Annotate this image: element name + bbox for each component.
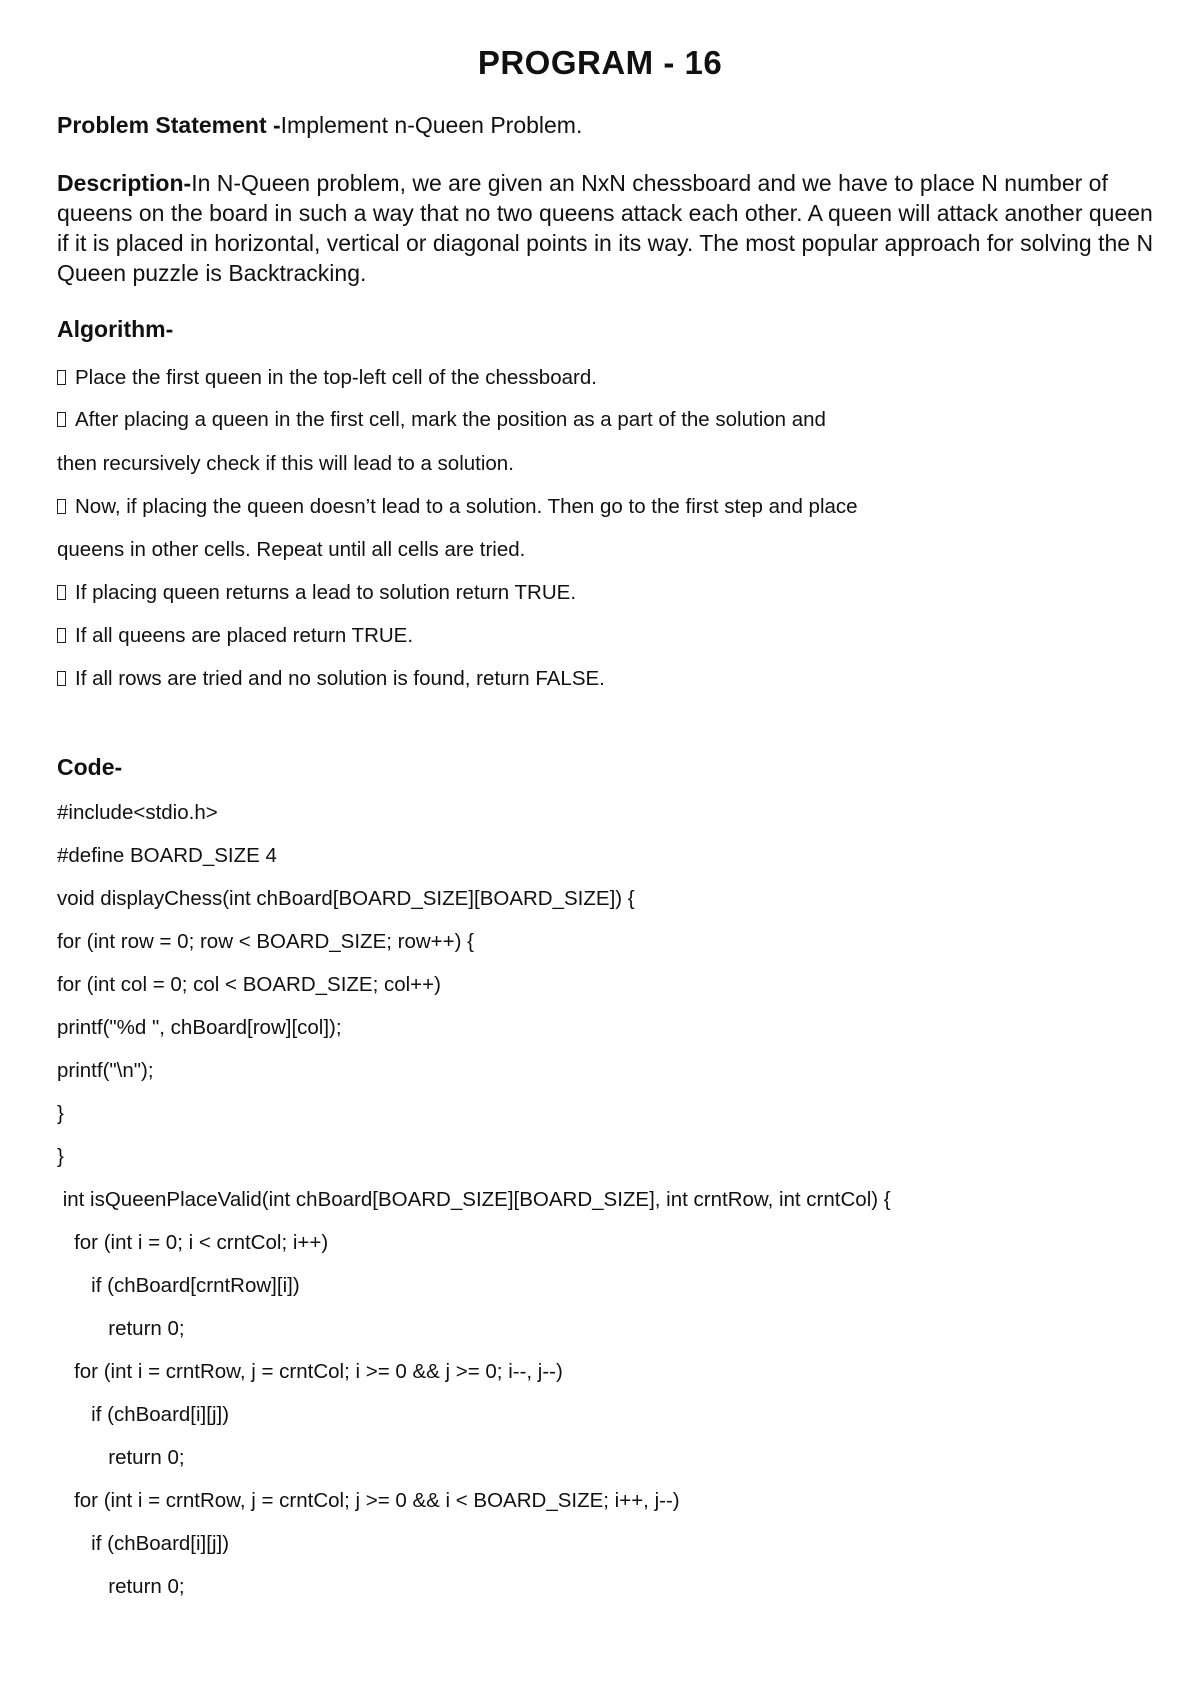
code-line: void displayChess(int chBoard[BOARD_SIZE][BOARD_SIZE]) {: [57, 887, 635, 910]
algorithm-line: Now, if placing the queen doesn’t lead to a solution. Then go to the first step and place: [57, 495, 858, 519]
code-line: for (int i = 0; i < crntCol; i++): [57, 1231, 329, 1254]
algorithm-line: queens in other cells. Repeat until all cells are tried.: [57, 538, 526, 561]
code-line: printf("%d ", chBoard[row][col]);: [57, 1016, 342, 1039]
description-text: In N-Queen problem, we are given an NxN chessboard and we have to place N number of queens on the board in such a way that no two queens attack each other. A queen will attack another queen if it is placed in horizontal, vertical or diagonal points in its way. The most popular approach for solving the N Queen puzzle is Backtracking.: [57, 170, 1154, 286]
code-line: return 0;: [57, 1575, 185, 1598]
code-line: #include<stdio.h>: [57, 801, 218, 824]
problem-statement-label: Problem Statement -: [57, 112, 281, 138]
algorithm-line: If placing queen returns a lead to solution return TRUE.: [57, 581, 576, 605]
code-line: printf("\n");: [57, 1059, 154, 1082]
code-line: for (int i = crntRow, j = crntCol; j >= 0 && i < BOARD_SIZE; i++, j--): [57, 1489, 680, 1512]
algorithm-line: Place the first queen in the top-left cell of the chessboard.: [57, 366, 597, 390]
algorithm-line: If all rows are tried and no solution is found, return FALSE.: [57, 667, 605, 691]
code-line: }: [57, 1145, 64, 1168]
code-line: return 0;: [57, 1446, 185, 1469]
code-line: for (int col = 0; col < BOARD_SIZE; col++): [57, 973, 441, 996]
code-line: #define BOARD_SIZE 4: [57, 844, 277, 867]
code-heading: Code-: [57, 754, 123, 780]
bullet-box-icon: [57, 412, 66, 427]
algorithm-heading: Algorithm-: [57, 316, 174, 342]
code-line: for (int row = 0; row < BOARD_SIZE; row++) {: [57, 930, 474, 953]
algorithm-line: After placing a queen in the first cell, mark the position as a part of the solution and: [57, 408, 826, 432]
description: [57, 168, 1157, 288]
code-line: if (chBoard[i][j]): [57, 1532, 230, 1555]
code-line: if (chBoard[i][j]): [57, 1403, 230, 1426]
bullet-box-icon: [57, 499, 66, 514]
code-line: return 0;: [57, 1317, 185, 1340]
bullet-box-icon: [57, 628, 66, 643]
code-line: for (int i = crntRow, j = crntCol; i >= 0 && j >= 0; i--, j--): [57, 1360, 563, 1383]
code-line: int isQueenPlaceValid(int chBoard[BOARD_SIZE][BOARD_SIZE], int crntRow, int crntCol) {: [57, 1188, 891, 1211]
page-title: PROGRAM - 16: [477, 44, 723, 81]
problem-statement-text: Implement n-Queen Problem.: [280, 112, 583, 138]
description-label: Description-: [57, 170, 192, 196]
bullet-box-icon: [57, 585, 66, 600]
algorithm-line: If all queens are placed return TRUE.: [57, 624, 413, 648]
problem-statement: [57, 110, 1157, 140]
code-line: if (chBoard[crntRow][i]): [57, 1274, 300, 1297]
bullet-box-icon: [57, 671, 66, 686]
code-line: }: [57, 1102, 64, 1125]
algorithm-line: then recursively check if this will lead to a solution.: [57, 452, 514, 475]
bullet-box-icon: [57, 370, 66, 385]
